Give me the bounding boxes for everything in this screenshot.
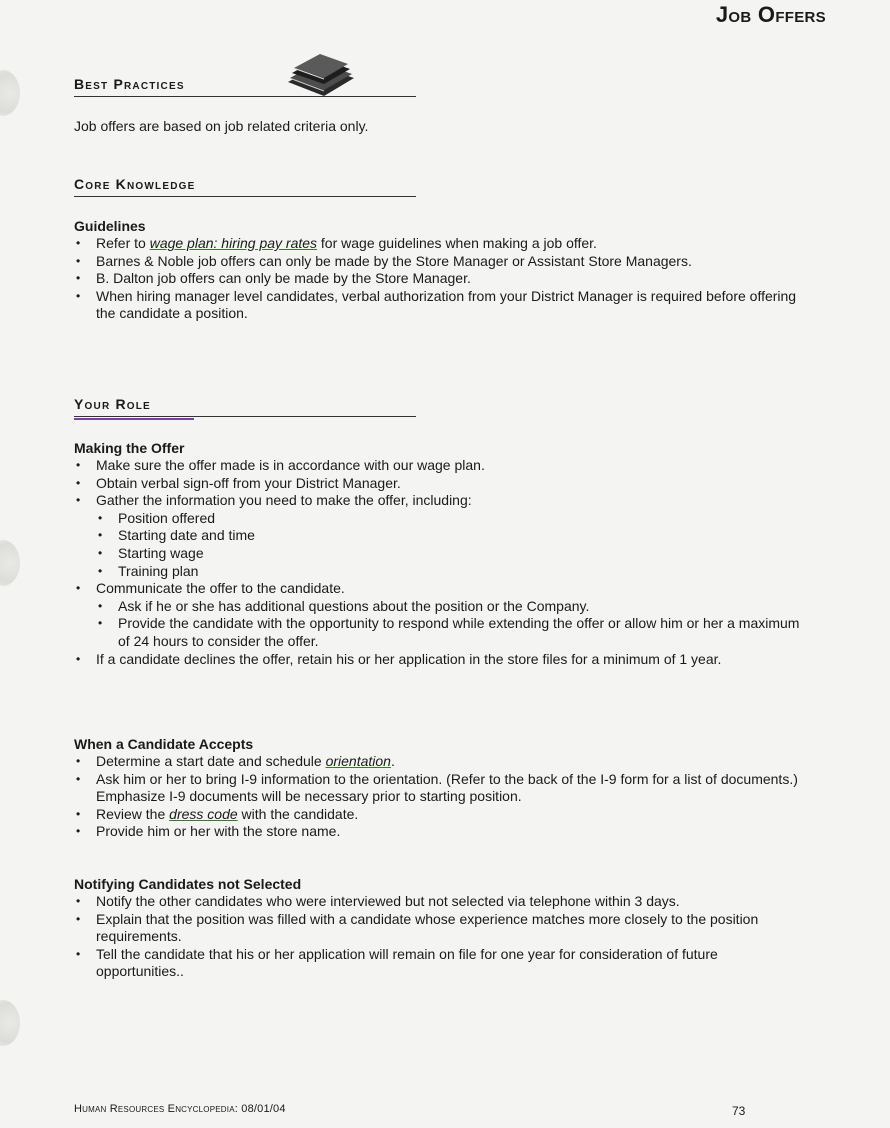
communicate-sublist [96, 598, 804, 651]
sublist-item: • Position offered [96, 510, 804, 528]
list-item: • Make sure the offer made is in accordance with our wage plan. [74, 457, 804, 475]
list-item: • Determine a start date and schedule orientation. [74, 753, 804, 771]
offer-info-sublist [96, 510, 804, 580]
list-item: • Notify the other candidates who were interviewed but not selected via telephone within 3 days. [74, 893, 804, 911]
orientation-link[interactable]: orientation [325, 753, 391, 769]
list-item: • Gather the information you need to make the offer, including: • Position offered • Starting date and time • Starting wage • Training plan [74, 492, 804, 580]
books-icon [284, 52, 358, 98]
candidate-accepts-list [74, 753, 804, 841]
sublist-item: • Starting wage [96, 545, 804, 563]
sublist-item: • Ask if he or she has additional questions about the position or the Company. [96, 598, 804, 616]
section-heading-your-role: Your Role [74, 396, 416, 417]
page-title: Job Offers [715, 2, 826, 27]
list-item: • Refer to wage plan: hiring pay rates for wage guidelines when making a job offer. [74, 235, 804, 253]
list-item: • When hiring manager level candidates, verbal authorization from your District Manager is required before offering the candidate a position. [74, 288, 804, 323]
sublist-item: • Training plan [96, 563, 804, 581]
best-practices-text: Job offers are based on job related criteria only. [74, 118, 369, 134]
list-item: • Communicate the offer to the candidate. • Ask if he or she has additional questions about the position or the Company. • Provide the candidate with the opportunity to respond while extending the offer or allow him or her a maximum of 24 hours to consider the offer. [74, 580, 804, 650]
guidelines-list [74, 235, 804, 323]
wage-plan-link[interactable]: wage plan: hiring pay rates [149, 235, 318, 251]
subheading-making-offer: Making the Offer [74, 440, 185, 456]
sublist-item: • Starting date and time [96, 527, 804, 545]
section-rule-accent [74, 418, 194, 420]
list-item: • Explain that the position was filled with a candidate whose experience matches more closely to the position requirements. [74, 911, 804, 946]
list-item: • Obtain verbal sign-off from your District Manager. [74, 475, 804, 493]
binder-hole [0, 1000, 20, 1046]
subheading-guidelines: Guidelines [74, 218, 146, 234]
list-item: • If a candidate declines the offer, retain his or her application in the store files for a minimum of 1 year. [74, 651, 804, 669]
list-item: • B. Dalton job offers can only be made by the Store Manager. [74, 270, 804, 288]
list-item: • Ask him or her to bring I-9 information to the orientation. (Refer to the back of the I-9 form for a list of documents.) Emphasize I-9 documents will be necessary prior to starting position. [74, 771, 804, 806]
page-number: 73 [732, 1104, 746, 1118]
not-selected-list [74, 893, 804, 981]
subheading-not-selected: Notifying Candidates not Selected [74, 876, 302, 892]
sublist-item: • Provide the candidate with the opportunity to respond while extending the offer or allow him or her a maximum of 24 hours to consider the offer. [96, 615, 804, 650]
dress-code-link[interactable]: dress code [169, 805, 238, 822]
footer-source: Human Resources Encyclopedia: 08/01/04 [74, 1103, 286, 1115]
binder-hole [0, 540, 20, 586]
list-item: • Provide him or her with the store name. [74, 823, 804, 841]
list-item: • Tell the candidate that his or her application will remain on file for one year for consideration of future opportunities.. [74, 946, 804, 981]
making-offer-list [74, 457, 804, 668]
list-item: • Review the dress code with the candidate. [74, 806, 804, 824]
binder-hole [0, 70, 20, 116]
subheading-candidate-accepts: When a Candidate Accepts [74, 736, 254, 752]
section-heading-core-knowledge: Core Knowledge [74, 176, 416, 197]
section-heading-best-practices: Best Practices [74, 76, 416, 97]
list-item: • Barnes & Noble job offers can only be made by the Store Manager or Assistant Store Managers. [74, 253, 804, 271]
